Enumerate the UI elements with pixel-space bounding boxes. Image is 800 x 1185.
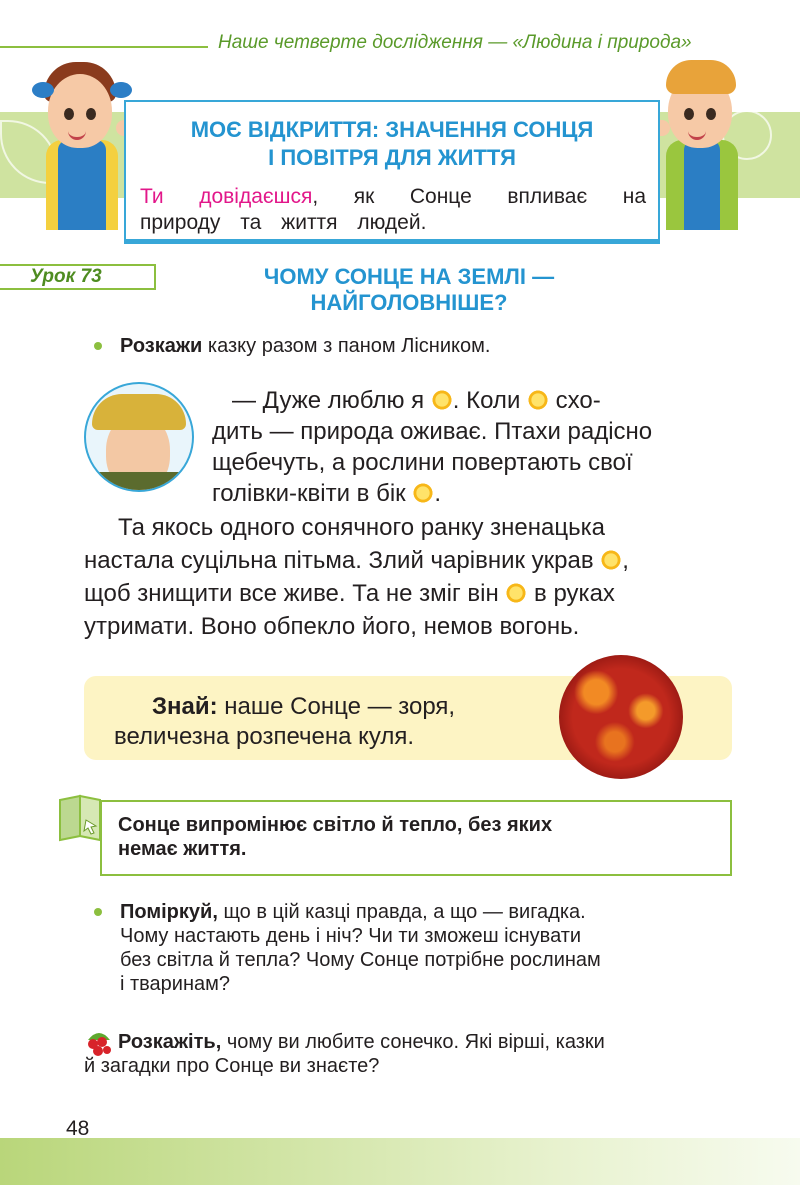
book-icon (56, 792, 108, 844)
discovery-intro-line1: Ти довідаєшся, як Сонце впливає на (140, 185, 647, 208)
sun-icon (600, 549, 622, 571)
story-line-3: щебечуть, а рослини повертають свої (212, 449, 633, 476)
bullet-icon (94, 342, 102, 350)
rule-text: Сонце випромінює світло й тепло, без яких немає життя. (118, 814, 553, 860)
task-discuss: Розкажіть, чому ви любите сонечко. Які вірші, казки й загадки про Сонце ви знаєте? (84, 1031, 605, 1077)
sun-icon (412, 482, 434, 504)
running-title: Наше четверте дослідження — «Людина і природа» (218, 32, 692, 53)
story-line-1: — Дуже люблю я . Коли схо- (232, 387, 601, 414)
story-line-4: голівки-квіти в бік . (212, 480, 442, 507)
sun-icon (431, 389, 453, 411)
discovery-intro-line2: природу та життя людей. (140, 211, 427, 234)
header-rule (0, 46, 208, 48)
story-p2-line-1: Та якось одного сонячного ранку зненацька (118, 514, 605, 541)
know-text: Знай: наше Сонце — зоря, величезна розпечена куля. (114, 693, 456, 750)
page-number: 48 (66, 1117, 90, 1140)
forester-portrait (84, 382, 194, 492)
bullet-icon (94, 908, 102, 916)
lesson-title: ЧОМУ СОНЦЕ НА ЗЕМЛІ — НАЙГОЛОВНІШЕ? (263, 264, 555, 315)
sun-icon (527, 389, 549, 411)
intro-highlight: Ти довідаєшся (140, 185, 313, 208)
sun-photo (559, 655, 683, 779)
girl-illustration (40, 68, 126, 244)
discovery-title: МОЄ ВІДКРИТТЯ: ЗНАЧЕННЯ СОНЦЯ І ПОВІТРЯ ДЛЯ ЖИТТЯ (190, 117, 594, 170)
story-p2-line-2: настала суцільна пітьма. Злий чарівник украв , (84, 547, 629, 574)
story-p2-line-3: щоб знищити все живе. Та не зміг він в руках (84, 580, 615, 607)
boy-illustration (660, 68, 746, 244)
story-p2-line-4: утримати. Воно обпекло його, немов вогонь. (84, 613, 580, 640)
task-think: Поміркуй, що в цій казці правда, а що — вигадка. Чому настають день і ніч? Чи ти зможеш існувати без світла й тепла? Чому Сонце потрібне рослинам і тваринам? (120, 901, 601, 995)
task-tell: Розкажи казку разом з паном Лісником. (120, 335, 491, 357)
sun-icon (505, 582, 527, 604)
story-line-2: дить — природа оживає. Птахи радісно (212, 418, 653, 445)
lesson-label: Урок 73 (30, 266, 102, 287)
footer-band (0, 1138, 800, 1185)
